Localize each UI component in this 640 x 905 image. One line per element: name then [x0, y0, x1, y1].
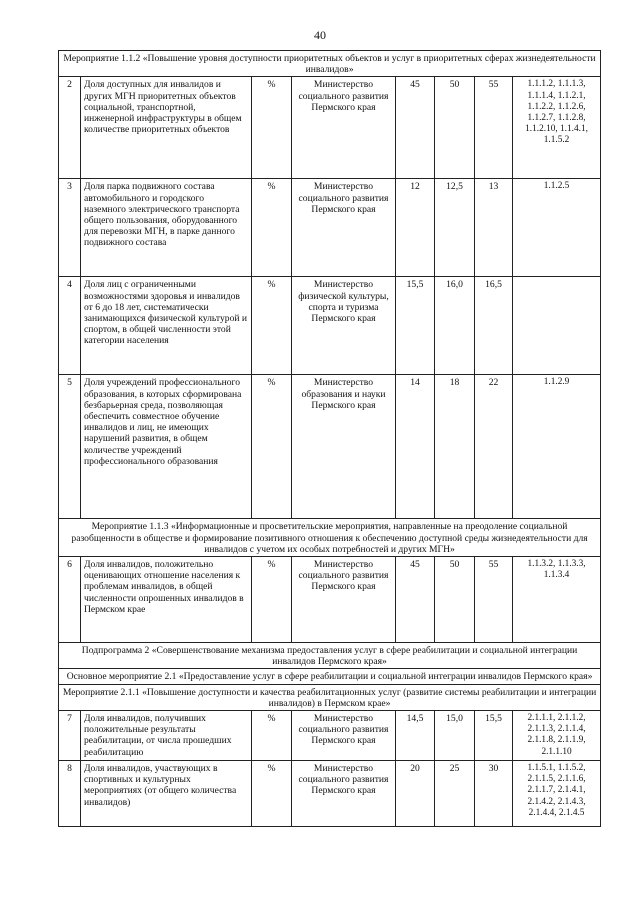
value-2: 50	[435, 557, 475, 643]
measure-codes: 1.1.5.1, 1.1.5.2, 2.1.1.5, 2.1.1.6, 2.1.1.7, 2.1.4.1, 2.1.4.2, 2.1.4.3, 2.1.4.4, 2.1.4.5	[513, 761, 601, 827]
responsible-executor: Министерство социального развития Пермского края	[292, 761, 396, 827]
responsible-executor: Министерство физической культуры, спорта и туризма Пермского края	[292, 277, 396, 375]
table-row	[59, 711, 601, 761]
table-row	[59, 77, 601, 179]
indicator-name: Доля инвалидов, участвующих в спортивных и культурных мероприятиях (от общего количества инвалидов)	[81, 761, 252, 827]
subprogram-2-heading: Подпрограмма 2 «Совершенствование механизма предоставления услуг в сфере реабилитации и социальной интеграции инвалидов Пермского края»	[59, 643, 601, 669]
responsible-executor: Министерство социального развития Пермского края	[292, 77, 396, 179]
indicator-name: Доля инвалидов, получивших положительные результаты реабилитации, от числа прошедших реабилитацию	[81, 711, 252, 761]
page-number: 40	[314, 28, 326, 42]
responsible-executor: Министерство образования и науки Пермского края	[292, 375, 396, 519]
main-measure-2-1-heading: Основное мероприятие 2.1 «Предоставление услуг в сфере реабилитации и социальной интеграции инвалидов Пермского края»	[59, 669, 601, 684]
indicators-table	[58, 50, 601, 827]
table-row	[59, 277, 601, 375]
table-row	[59, 375, 601, 519]
value-3: 55	[475, 77, 513, 179]
indicator-name: Доля лиц с ограниченными возможностями здоровья и инвалидов от 6 до 18 лет, систематически занимающихся физической культурой и спортом, в общей численности этой категории населения	[81, 277, 252, 375]
value-1: 15,5	[396, 277, 435, 375]
measure-1-1-2-heading: Мероприятие 1.1.2 «Повышение уровня доступности приоритетных объектов и услуг в приоритетных сферах жизнедеятельности инвалидов»	[59, 51, 601, 77]
section-row	[59, 51, 601, 77]
unit: %	[252, 375, 292, 519]
section-row	[59, 643, 601, 669]
value-2: 25	[435, 761, 475, 827]
indicator-name: Доля учреждений профессионального образования, в которых сформирована безбарьерная среда, позволяющая обеспечить совместное обучение инвалидов и лиц, не имеющих нарушений развития, в общем количестве учреждений профессионального образования	[81, 375, 252, 519]
table-row	[59, 179, 601, 277]
unit: %	[252, 711, 292, 761]
value-1: 14	[396, 375, 435, 519]
value-3: 15,5	[475, 711, 513, 761]
value-3: 22	[475, 375, 513, 519]
value-3: 13	[475, 179, 513, 277]
value-1: 12	[396, 179, 435, 277]
measure-codes: 1.1.1.2, 1.1.1.3, 1.1.1.4, 1.1.2.1, 1.1.2.2, 1.1.2.6, 1.1.2.7, 1.1.2.8, 1.1.2.10, 1.1.4.1, 1.1.5.2	[513, 77, 601, 179]
responsible-executor: Министерство социального развития Пермского края	[292, 557, 396, 643]
row-number: 7	[59, 711, 81, 761]
row-number: 8	[59, 761, 81, 827]
measure-codes: 2.1.1.1, 2.1.1.2, 2.1.1.3, 2.1.1.4, 2.1.1.8, 2.1.1.9, 2.1.1.10	[513, 711, 601, 761]
row-number: 5	[59, 375, 81, 519]
value-2: 50	[435, 77, 475, 179]
table-row	[59, 761, 601, 827]
row-number: 2	[59, 77, 81, 179]
responsible-executor: Министерство социального развития Пермского края	[292, 179, 396, 277]
measure-1-1-3-heading: Мероприятие 1.1.3 «Информационные и просветительские мероприятия, направленные на преодоление социальной разобщенности в обществе и формирование позитивного отношения к обеспечению доступной среды жизнедеятельности для инвалидов с учетом их особых потребностей и других МГН»	[59, 519, 601, 557]
indicator-name: Доля парка подвижного состава автомобильного и городского наземного электрического транспорта общего пользования, оборудованного для перевозки МГН, в парке данного подвижного состава	[81, 179, 252, 277]
measure-codes: 1.1.3.2, 1.1.3.3, 1.1.3.4	[513, 557, 601, 643]
value-2: 15,0	[435, 711, 475, 761]
measure-2-1-1-heading: Мероприятие 2.1.1 «Повышение доступности и качества реабилитационных услуг (развитие системы реабилитации и интеграции инвалидов) в Пермском крае»	[59, 684, 601, 710]
row-number: 6	[59, 557, 81, 643]
indicator-name: Доля инвалидов, положительно оценивающих отношение населения к проблемам инвалидов, в общей численности опрошенных инвалидов в Пермском крае	[81, 557, 252, 643]
value-3: 30	[475, 761, 513, 827]
value-3: 16,5	[475, 277, 513, 375]
unit: %	[252, 277, 292, 375]
value-2: 16,0	[435, 277, 475, 375]
value-1: 45	[396, 77, 435, 179]
unit: %	[252, 77, 292, 179]
section-row	[59, 669, 601, 684]
value-2: 12,5	[435, 179, 475, 277]
value-3: 55	[475, 557, 513, 643]
section-row	[59, 519, 601, 557]
responsible-executor: Министерство социального развития Пермского края	[292, 711, 396, 761]
table-row	[59, 557, 601, 643]
unit: %	[252, 179, 292, 277]
measure-codes: 1.1.2.5	[513, 179, 601, 277]
value-2: 18	[435, 375, 475, 519]
value-1: 14,5	[396, 711, 435, 761]
unit: %	[252, 557, 292, 643]
measure-codes: 1.1.2.9	[513, 375, 601, 519]
value-1: 20	[396, 761, 435, 827]
value-1: 45	[396, 557, 435, 643]
row-number: 3	[59, 179, 81, 277]
row-number: 4	[59, 277, 81, 375]
indicator-name: Доля доступных для инвалидов и других МГН приоритетных объектов социальной, транспортной, инженерной инфраструктуры в общем количестве приоритетных объектов	[81, 77, 252, 179]
unit: %	[252, 761, 292, 827]
section-row	[59, 684, 601, 710]
measure-codes	[513, 277, 601, 375]
